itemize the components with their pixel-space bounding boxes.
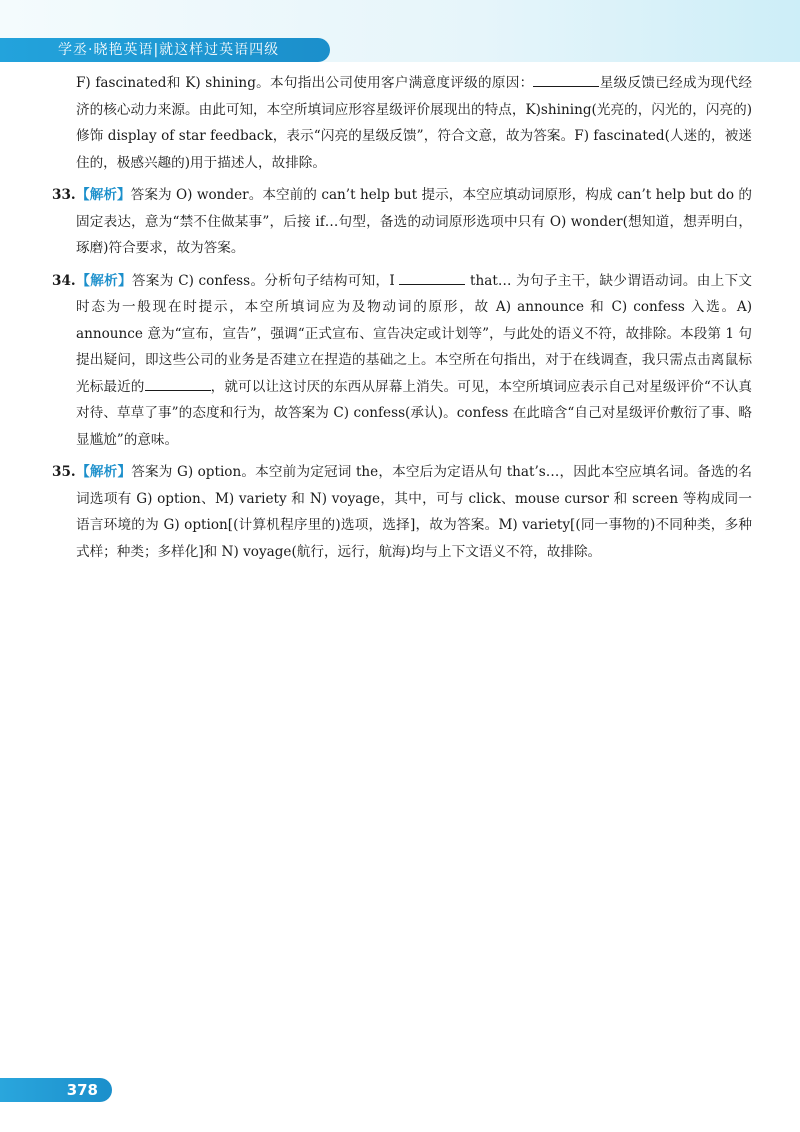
text-segment: 星级反馈已经成为现代经济的核心动力来源。由此可知，本空所填词应形容星级评价展现出的特点，K)shining(光亮的，闪光的，闪亮的)修饰 display of star feedback，表示“闪亮的星级反馈”，符合文意，故为答案。F) fascinated(人迷的，被迷住的，极感兴趣的)用于描述人，故排除。 — [76, 75, 753, 171]
analysis-tag: 【解析】 — [76, 187, 131, 203]
header-title: 学丞·晓艳英语|就这样过英语四级 — [0, 38, 330, 62]
question-35 — [52, 459, 752, 565]
answer-blank — [533, 72, 599, 87]
text-segment: F) fascinated和 K) shining。本句指出公司使用客户满意度评级的原因： — [76, 75, 534, 91]
question-number: 34. — [52, 272, 76, 289]
analysis-tag: 【解析】 — [76, 272, 132, 289]
answer-blank — [399, 270, 465, 285]
question-text: 答案为 O) wonder。本空前的 can’t help but 提示，本空应填动词原形，构成 can’t help but do 的固定表达，意为“禁不住做某事”，后接 if…句型，备选的动词原形选项中只有 O) wonder(想知道，想弄明白，琢磨)符合要求，故为答案。 — [76, 187, 753, 256]
paragraph-continuation — [76, 70, 752, 176]
question-number: 35. — [52, 464, 76, 480]
page-number: 378 — [0, 1078, 112, 1102]
page-content — [52, 70, 753, 571]
text-segment: ，就可以让这讨厌的东西从屏幕上消失。可见，本空所填词应表示自己对星级评价“不认真对待、草草了事”的态度和行为，故答案为 C) confess(承认)。confess 在此暗含“自己对星级评价敷衍了事、略显尴尬”的意味。 — [76, 378, 752, 448]
question-34 — [52, 268, 753, 454]
analysis-tag: 【解析】 — [76, 464, 132, 480]
question-text: 答案为 G) option。本空前为定冠词 the，本空后为定语从句 that’s…，因此本空应填名词。备选的名词选项有 G) option、M) variety 和 N) voyage，其中，可与 click、mouse cursor 和 screen 等构成同一语言环境的为 G) option[(计算机程序里的)选项，选择]，故为答案。M) variety[(同一事物的)不同种类，多种式样；种类；多样化]和 N) voyage(航行，远行，航海)均与上下文语义不符，故排除。 — [76, 464, 752, 560]
question-33 — [52, 182, 753, 262]
text-segment: that… 为句子主干，缺少谓语动词。由上下文时态为一般现在时提示，本空所填词应为及物动词的原形，故 A) announce 和 C) confess 入选。A) announce 意为“宣布，宣告”，强调“正式宣布、宣告决定或计划等”，与此处的语义不符，故排除。本段第 1 句提出疑问，即这些公司的业务是否建立在捏造的基础之上。本空所在句指出，对于在线调查，我只需点击离鼠标光标最近的 — [76, 272, 753, 395]
text-segment: 答案为 C) confess。分析句子结构可知，I — [131, 272, 395, 289]
answer-blank — [145, 376, 211, 391]
question-number: 33. — [52, 187, 76, 203]
